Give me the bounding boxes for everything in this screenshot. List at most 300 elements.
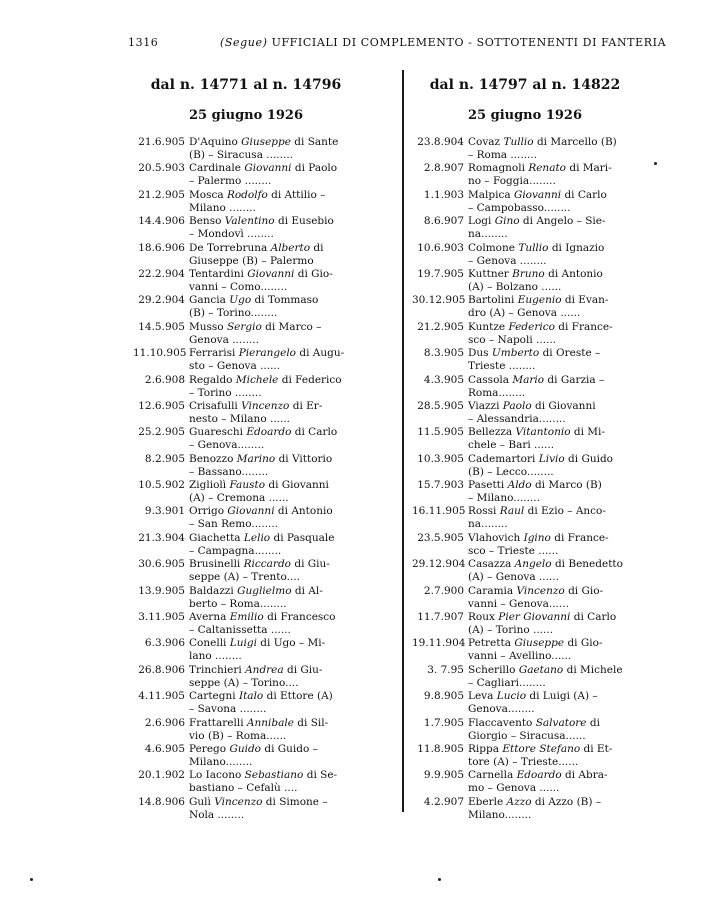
given-name: Giovanni: [247, 267, 295, 280]
birth-date: 8.3.905: [423, 347, 464, 360]
surname: Cademartori: [468, 452, 536, 465]
entry-line-2: – Cagliari........: [468, 676, 546, 689]
parentage: di Carlo: [573, 611, 617, 624]
entry-line-1: [133, 690, 359, 703]
surname: Giachetta: [189, 531, 241, 544]
given-name: Rodolfo: [226, 188, 268, 201]
birth-date: 14.4.906: [138, 215, 185, 228]
entry-line-1: [412, 585, 638, 598]
parentage: di Ezio – Anco-: [527, 505, 606, 518]
surname: Gancia: [189, 294, 226, 307]
entry-line-2: mo – Genova ......: [468, 782, 560, 795]
birth-date: 20.1.902: [138, 769, 185, 782]
surname: Ferrarisi: [189, 347, 236, 360]
given-name: Angelo: [514, 558, 552, 571]
entry-line-1: [412, 136, 638, 149]
entry-line-1: [133, 479, 359, 492]
surname: Mosca: [189, 188, 224, 201]
entry-line-1: [412, 268, 638, 281]
parentage: di Giu-: [287, 663, 323, 676]
entry-line-1: [412, 242, 638, 255]
birth-date: 21.3.904: [138, 531, 185, 544]
surname: Leva: [468, 690, 494, 703]
list-item: [412, 189, 638, 215]
birth-date: 9.3.901: [144, 505, 185, 518]
entry-line-1: [133, 189, 359, 202]
given-name: Giuseppe: [241, 136, 291, 148]
surname: Cassola: [468, 373, 510, 386]
entry-line-1: [133, 769, 359, 782]
given-name: Giovanni: [227, 505, 275, 518]
birth-date: 26.8.906: [138, 663, 185, 676]
birth-date: 16.11.905: [412, 505, 466, 518]
parentage: di Gio-: [568, 584, 604, 597]
entry-line-1: [412, 664, 638, 677]
given-name: Guido: [229, 742, 261, 755]
birth-date: 1.7.905: [423, 716, 464, 729]
surname: Tentardini: [189, 267, 244, 280]
entry-line-2: tore (A) – Trieste......: [468, 755, 579, 768]
given-name: Umberto: [491, 347, 540, 360]
entry-line-1: [133, 611, 359, 624]
entry-line-1: [133, 743, 359, 756]
list-item: [412, 136, 638, 162]
list-item: [133, 611, 359, 637]
entry-line-1: [412, 690, 638, 703]
given-name: Salvatore: [535, 716, 587, 729]
list-item: [412, 400, 638, 426]
parentage: di Ugo – Mi-: [260, 637, 326, 650]
given-name: Guglielmo: [237, 584, 292, 597]
entry-line-2: – San Remo........: [189, 518, 279, 531]
birth-date: 10.3.905: [417, 452, 464, 465]
entry-line-2: vio (B) – Roma......: [189, 729, 287, 742]
list-item: [412, 426, 638, 452]
given-name: Giovanni: [244, 162, 292, 175]
given-name: Pier Giovanni: [498, 611, 571, 624]
entry-line-2: (A) – Bolzano ......: [468, 280, 562, 293]
birth-date: 2.8.907: [423, 162, 464, 175]
list-item: [412, 796, 638, 822]
parentage: di Marcello (B): [536, 136, 617, 148]
surname: Brusinelli: [189, 558, 241, 571]
surname: Caramia: [468, 584, 514, 597]
list-item: [133, 796, 359, 822]
list-item: [133, 717, 359, 743]
parentage: di Mi-: [573, 426, 605, 439]
entry-line-2: – Torino ........: [189, 386, 262, 399]
left-column: [133, 76, 359, 822]
list-item: [412, 242, 638, 268]
entry-line-2: – Bassano........: [189, 465, 269, 478]
given-name: Gaetano: [518, 663, 564, 676]
entry-line-1: [133, 321, 359, 334]
surname: Conelli: [189, 637, 227, 650]
entry-line-1: [133, 294, 359, 307]
list-item: [412, 690, 638, 716]
entry-line-1: [133, 136, 359, 149]
parentage: di Gio-: [297, 267, 333, 280]
birth-date: 10.6.903: [417, 241, 464, 254]
entry-line-2: nesto – Milano ......: [189, 412, 291, 425]
birth-date: 30.6.905: [138, 558, 185, 571]
entry-line-1: [412, 769, 638, 782]
entry-line-2: – Roma ........: [468, 149, 538, 161]
parentage: di Marco –: [265, 320, 322, 333]
entry-line-2: Giuseppe (B) – Palermo: [189, 254, 314, 267]
list-item: [133, 294, 359, 320]
given-name: Gino: [494, 215, 520, 228]
entry-line-1: [412, 743, 638, 756]
entry-line-2: Nola ........: [189, 808, 245, 821]
parentage: di Azzo (B) –: [534, 795, 602, 808]
entry-line-1: [412, 400, 638, 413]
parentage: di Abra-: [565, 769, 608, 782]
parentage: di Augu-: [299, 347, 345, 360]
entry-line-1: [412, 347, 638, 360]
list-item: [133, 479, 359, 505]
birth-date: 21.2.905: [417, 320, 464, 333]
surname: Pasetti: [468, 479, 505, 492]
parentage: di Antonio: [277, 505, 333, 518]
surname: Flaccavento: [468, 716, 533, 729]
entry-line-1: [133, 796, 359, 809]
entry-line-1: [412, 374, 638, 387]
birth-date: 4.11.905: [138, 690, 185, 703]
parentage: di Simone –: [265, 795, 328, 808]
surname: Baldazzi: [189, 584, 234, 597]
parentage: di Pasquale: [273, 531, 335, 544]
left-range-heading: dal n. 14771 al n. 14796: [150, 77, 342, 93]
given-name: Lelio: [243, 531, 271, 544]
given-name: Michele: [235, 373, 279, 386]
list-item: [133, 215, 359, 241]
entry-line-2: – Genova........: [189, 439, 265, 452]
birth-date: 15.7.903: [417, 479, 464, 492]
list-item: [412, 532, 638, 558]
list-item: [133, 769, 359, 795]
list-item: [412, 215, 638, 241]
given-name: Aldo: [507, 479, 532, 492]
surname: Kuttner: [468, 267, 509, 280]
birth-date: 29.2.904: [138, 294, 185, 307]
speck-mark: [30, 878, 33, 881]
parentage: di Mari-: [569, 162, 612, 175]
birth-date: 8.6.907: [423, 215, 464, 228]
entry-line-1: [133, 347, 359, 360]
parentage: di Oreste –: [542, 347, 601, 360]
surname: Logi: [468, 215, 492, 228]
list-item: [412, 664, 638, 690]
list-item: [133, 268, 359, 294]
entry-line-1: [412, 215, 638, 228]
birth-date: 10.5.902: [138, 479, 185, 492]
entry-line-1: [133, 637, 359, 650]
entry-line-2: Milano ........: [189, 201, 256, 214]
given-name: Paolo: [502, 399, 532, 412]
given-name: Tullio: [518, 241, 549, 254]
list-item: [133, 136, 359, 162]
birth-date: 12.6.905: [138, 399, 185, 412]
parentage: di Al-: [294, 584, 323, 597]
parentage: di Attilio –: [271, 188, 326, 201]
list-item: [133, 505, 359, 531]
surname: Zigliolì: [189, 479, 227, 492]
parentage: di Gio-: [567, 637, 603, 650]
entry-line-1: [412, 426, 638, 439]
given-name: Giovanni: [513, 188, 562, 201]
entry-line-1: [412, 453, 638, 466]
list-item: [412, 321, 638, 347]
surname: Malpica: [468, 188, 511, 201]
entry-line-1: [133, 664, 359, 677]
surname: Colmone: [468, 241, 515, 254]
entry-line-2: na........: [468, 518, 508, 531]
given-name: Edoardo: [246, 426, 292, 439]
surname: Carnella: [468, 769, 514, 782]
birth-date: 4.3.905: [423, 373, 464, 386]
list-item: [412, 347, 638, 373]
birth-date: 11.10.905: [133, 347, 187, 360]
list-item: [133, 162, 359, 188]
given-name: Valentino: [224, 215, 275, 228]
entry-line-1: [412, 479, 638, 492]
surname: Gulì: [189, 795, 211, 808]
list-item: [412, 374, 638, 400]
given-name: Sergio: [226, 320, 262, 333]
parentage: di: [313, 241, 324, 254]
segue-label: (Segue): [220, 36, 268, 49]
entry-line-2: – Campobasso........: [468, 201, 571, 214]
parentage: di Guido –: [264, 742, 318, 755]
list-item: [133, 558, 359, 584]
list-item: [133, 690, 359, 716]
given-name: Igino: [523, 531, 551, 544]
birth-date: 1.1.903: [423, 188, 464, 201]
entry-line-1: [133, 426, 359, 439]
given-name: Luigi: [229, 637, 257, 650]
right-column: [412, 76, 638, 822]
list-item: [133, 189, 359, 215]
surname: Scherillo: [468, 663, 516, 676]
surname: Bartolini: [468, 294, 515, 307]
birth-date: 9.9.905: [423, 769, 464, 782]
list-item: [412, 505, 638, 531]
birth-date: 14.8.906: [138, 795, 185, 808]
entry-line-1: [412, 162, 638, 175]
list-item: [412, 558, 638, 584]
surname: Bellezza: [468, 426, 513, 439]
entry-line-1: [412, 505, 638, 518]
surname: Musso: [189, 320, 224, 333]
entry-line-2: chele – Bari ......: [468, 439, 555, 452]
entry-line-1: [412, 532, 638, 545]
given-name: Sebastiano: [244, 769, 304, 782]
birth-date: 8.2.905: [144, 452, 185, 465]
given-name: Tullio: [503, 136, 534, 148]
parentage: di Ignazio: [551, 241, 605, 254]
birth-date: 13.9.905: [138, 584, 185, 597]
given-name: Alberto: [270, 241, 311, 254]
parentage: di Paolo: [294, 162, 338, 175]
entry-line-1: [133, 532, 359, 545]
birth-date: 11.7.907: [417, 611, 464, 624]
speck-mark: [438, 878, 441, 881]
list-item: [133, 532, 359, 558]
surname: Cardinale: [189, 162, 241, 175]
parentage: di Antonio: [548, 267, 603, 280]
parentage: di Luigi (A) –: [529, 690, 598, 703]
birth-date: 11.8.905: [417, 742, 464, 755]
surname: Orrigo: [189, 505, 225, 518]
list-item: [133, 374, 359, 400]
given-name: Livio: [538, 452, 565, 465]
parentage: di Er-: [292, 399, 323, 412]
entry-line-2: vanni – Como........: [189, 280, 288, 293]
surname: Petretta: [468, 637, 511, 650]
parentage: di Michele: [566, 663, 623, 676]
entry-line-2: (A) – Torino ......: [468, 624, 554, 637]
entry-line-2: sco – Trieste ......: [468, 544, 559, 557]
birth-date: 20.5.903: [138, 162, 185, 175]
birth-date: 30.12.905: [412, 294, 466, 307]
surname: D'Aquino: [189, 136, 238, 148]
entry-line-2: Trieste ........: [468, 360, 536, 373]
right-range-heading: dal n. 14797 al n. 14822: [429, 77, 621, 93]
given-name: Annibale: [246, 716, 294, 729]
birth-date: 29.12.904: [412, 558, 466, 571]
list-item: [412, 268, 638, 294]
list-item: [133, 347, 359, 373]
entry-line-2: – Palermo ........: [189, 175, 272, 188]
right-entry-list: [412, 136, 638, 822]
entry-line-2: Roma........: [468, 386, 526, 399]
birth-date: 3.11.905: [138, 611, 185, 624]
parentage: di Francesco: [267, 611, 336, 624]
birth-date: 2.7.900: [423, 584, 464, 597]
parentage: di Giovanni: [268, 479, 329, 492]
left-date-heading: 25 giugno 1926: [188, 108, 304, 123]
given-name: Italo: [238, 690, 264, 703]
given-name: Riccardo: [243, 558, 291, 571]
entry-line-1: [412, 611, 638, 624]
entry-line-1: [133, 558, 359, 571]
entry-line-1: [133, 374, 359, 387]
entry-line-2: berto – Roma........: [189, 597, 287, 610]
birth-date: 4.6.905: [144, 742, 185, 755]
entry-line-2: vanni – Avellino......: [468, 650, 572, 663]
entry-line-1: [412, 189, 638, 202]
birth-date: 2.6.908: [144, 373, 185, 386]
given-name: Andrea: [245, 663, 284, 676]
entry-line-2: vanni – Genova......: [468, 597, 569, 610]
parentage: di Se-: [306, 769, 338, 782]
birth-date: 19.7.905: [417, 267, 464, 280]
list-item: [412, 162, 638, 188]
given-name: Vincenzo: [516, 584, 565, 597]
parentage: di: [589, 716, 600, 729]
birth-date: 9.8.905: [423, 690, 464, 703]
list-item: [412, 479, 638, 505]
list-item: [133, 453, 359, 479]
list-item: [133, 321, 359, 347]
entry-line-2: seppe (A) – Torino....: [189, 676, 299, 689]
surname: Trinchieri: [189, 663, 242, 676]
entry-line-2: Milano........: [189, 755, 253, 768]
entry-line-1: [133, 242, 359, 255]
given-name: Eugenio: [517, 294, 562, 307]
given-name: Marino: [236, 452, 276, 465]
surname: Kuntze: [468, 320, 506, 333]
entry-line-2: Genova ........: [189, 333, 259, 346]
list-item: [133, 426, 359, 452]
entry-line-2: Milano........: [468, 808, 532, 821]
list-item: [412, 743, 638, 769]
speck-mark: [654, 162, 657, 165]
surname: Frattarelli: [189, 716, 244, 729]
entry-line-2: Genova........: [468, 703, 535, 716]
running-title: [220, 36, 666, 49]
given-name: Federico: [508, 320, 555, 333]
parentage: di Benedetto: [554, 558, 623, 571]
entry-line-2: lano ........: [189, 650, 242, 663]
given-name: Ettore Stefano: [502, 742, 581, 755]
entry-line-1: [412, 796, 638, 809]
entry-line-2: – Caltanissetta ......: [189, 624, 291, 637]
entry-line-1: [133, 453, 359, 466]
surname: Guareschi: [189, 426, 244, 439]
birth-date: 19.11.904: [412, 637, 466, 650]
given-name: Raul: [499, 505, 525, 518]
running-header: [128, 36, 667, 54]
entry-line-2: – Genova ........: [468, 254, 547, 267]
surname: Casazza: [468, 558, 512, 571]
entry-line-1: [412, 321, 638, 334]
birth-date: 28.5.905: [417, 399, 464, 412]
birth-date: 22.2.904: [138, 267, 185, 280]
entry-line-2: Giorgio – Siracusa......: [468, 729, 586, 742]
birth-date: 4.2.907: [423, 795, 464, 808]
parentage: di Sante: [294, 136, 339, 148]
given-name: Mario: [512, 373, 545, 386]
surname: Cartegni: [189, 690, 236, 703]
given-name: Giuseppe: [514, 637, 565, 650]
parentage: di Carlo: [294, 426, 338, 439]
surname: Lo Iacono: [189, 769, 242, 782]
surname: Romagnoli: [468, 162, 525, 175]
given-name: Vitantonio: [515, 426, 571, 439]
given-name: Bruno: [512, 267, 545, 280]
parentage: di Giu-: [294, 558, 330, 571]
parentage: di France-: [558, 320, 613, 333]
parentage: di Sil-: [297, 716, 329, 729]
list-item: [133, 664, 359, 690]
entry-line-2: (B) – Lecco........: [468, 465, 554, 478]
parentage: di France-: [554, 531, 609, 544]
list-item: [133, 242, 359, 268]
entry-line-2: – Milano........: [468, 492, 540, 505]
entry-line-2: no – Foggia........: [468, 175, 556, 188]
parentage: di Evan-: [564, 294, 609, 307]
surname: Roux: [468, 611, 495, 624]
entry-line-1: [133, 162, 359, 175]
birth-date: 18.6.906: [138, 241, 185, 254]
surname: Benozzo: [189, 452, 234, 465]
list-item: [412, 769, 638, 795]
entry-line-2: (A) – Genova ......: [468, 571, 559, 584]
entry-line-1: [412, 558, 638, 571]
parentage: di Federico: [281, 373, 342, 386]
